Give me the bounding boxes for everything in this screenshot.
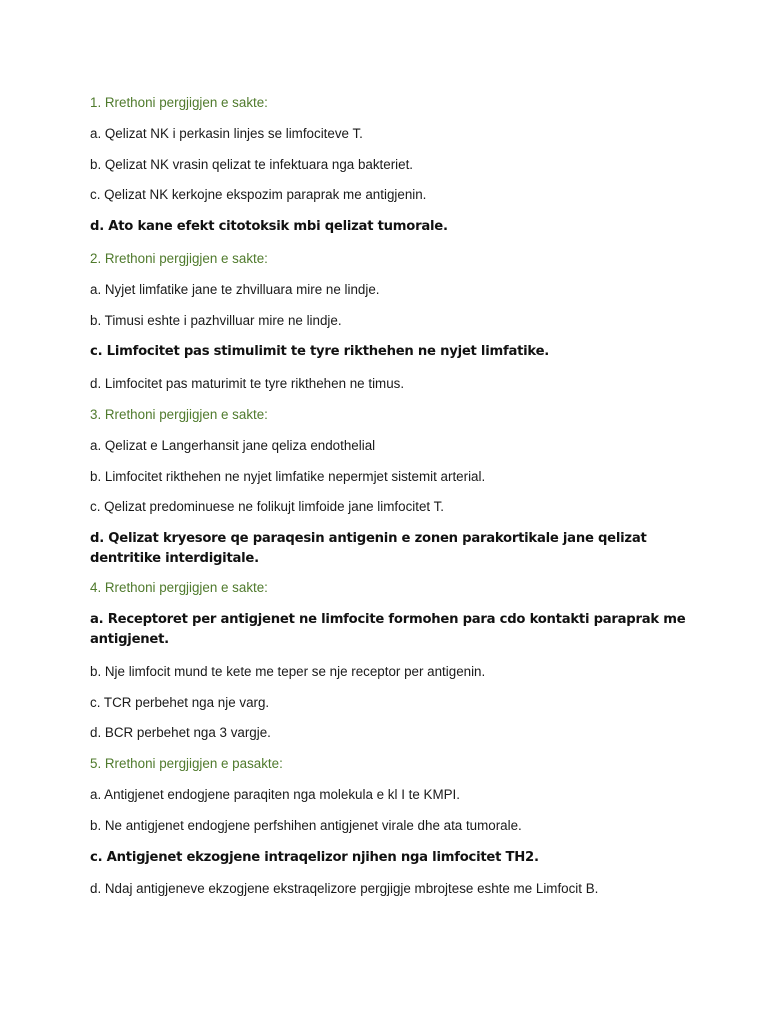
question-1 <box>90 94 710 237</box>
answer-option: c. Qelizat NK kerkojne ekspozim paraprak me antigjenin. <box>90 187 427 203</box>
question-5 <box>90 755 710 898</box>
answer-option: c. TCR perbehet nga nje varg. <box>90 694 270 710</box>
answer-option: d. BCR perbehet nga 3 vargje. <box>90 725 271 741</box>
correct-answer-option: d. Ato kane efekt citotoksik mbi qelizat tumorale. <box>90 219 448 235</box>
answer-option: b. Limfocitet rikthehen ne nyjet limfatike nepermjet sistemit arterial. <box>90 468 486 484</box>
answer-option: a. Qelizat NK i perkasin linjes se limfociteve T. <box>90 125 363 141</box>
answer-option: b. Qelizat NK vrasin qelizat te infektuara nga bakteriet. <box>90 156 414 172</box>
question-heading: 4. Rrethoni pergjigjen e sakte: <box>90 580 268 596</box>
correct-answer-option: d. Qelizat kryesore qe paraqesin antigenin e zonen parakortikale jane qelizat dentritike interdigitale. <box>90 531 647 567</box>
question-heading: 5. Rrethoni pergjigjen e pasakte: <box>90 756 283 772</box>
answer-option: b. Timusi eshte i pazhvilluar mire ne lindje. <box>90 312 342 328</box>
answer-option: a. Nyjet limfatike jane te zhvilluara mire ne lindje. <box>90 281 380 297</box>
answer-option: b. Nje limfocit mund te kete me teper se nje receptor per antigenin. <box>90 663 486 679</box>
question-4 <box>90 579 710 742</box>
question-3 <box>90 406 710 569</box>
answer-option: b. Ne antigjenet endogjene perfshihen antigjenet virale dhe ata tumorale. <box>90 817 522 833</box>
question-heading: 3. Rrethoni pergjigjen e sakte: <box>90 406 268 422</box>
document-page <box>90 94 710 911</box>
answer-option: d. Ndaj antigjeneve ekzogjene ekstraqelizore pergjigje mbrojtese eshte me Limfocit B. <box>90 881 599 897</box>
question-heading: 1. Rrethoni pergjigjen e sakte: <box>90 95 268 110</box>
correct-answer-option: c. Limfocitet pas stimulimit te tyre rikthehen ne nyjet limfatike. <box>90 344 550 360</box>
question-heading: 2. Rrethoni pergjigjen e sakte: <box>90 250 268 266</box>
correct-answer-option: a. Receptoret per antigjenet ne limfocite formohen para cdo kontakti paraprak me antigjenet. <box>90 611 686 647</box>
answer-option: a. Qelizat e Langerhansit jane qeliza endothelial <box>90 437 376 453</box>
answer-option: c. Qelizat predominuese ne folikujt limfoide jane limfocitet T. <box>90 499 445 515</box>
correct-answer-option: c. Antigjenet ekzogjene intraqelizor njihen nga limfocitet TH2. <box>90 849 539 865</box>
answer-option: a. Antigjenet endogjene paraqiten nga molekula e kl I te KMPI. <box>90 786 460 802</box>
question-2 <box>90 250 710 393</box>
answer-option: d. Limfocitet pas maturimit te tyre rikthehen ne timus. <box>90 376 405 392</box>
